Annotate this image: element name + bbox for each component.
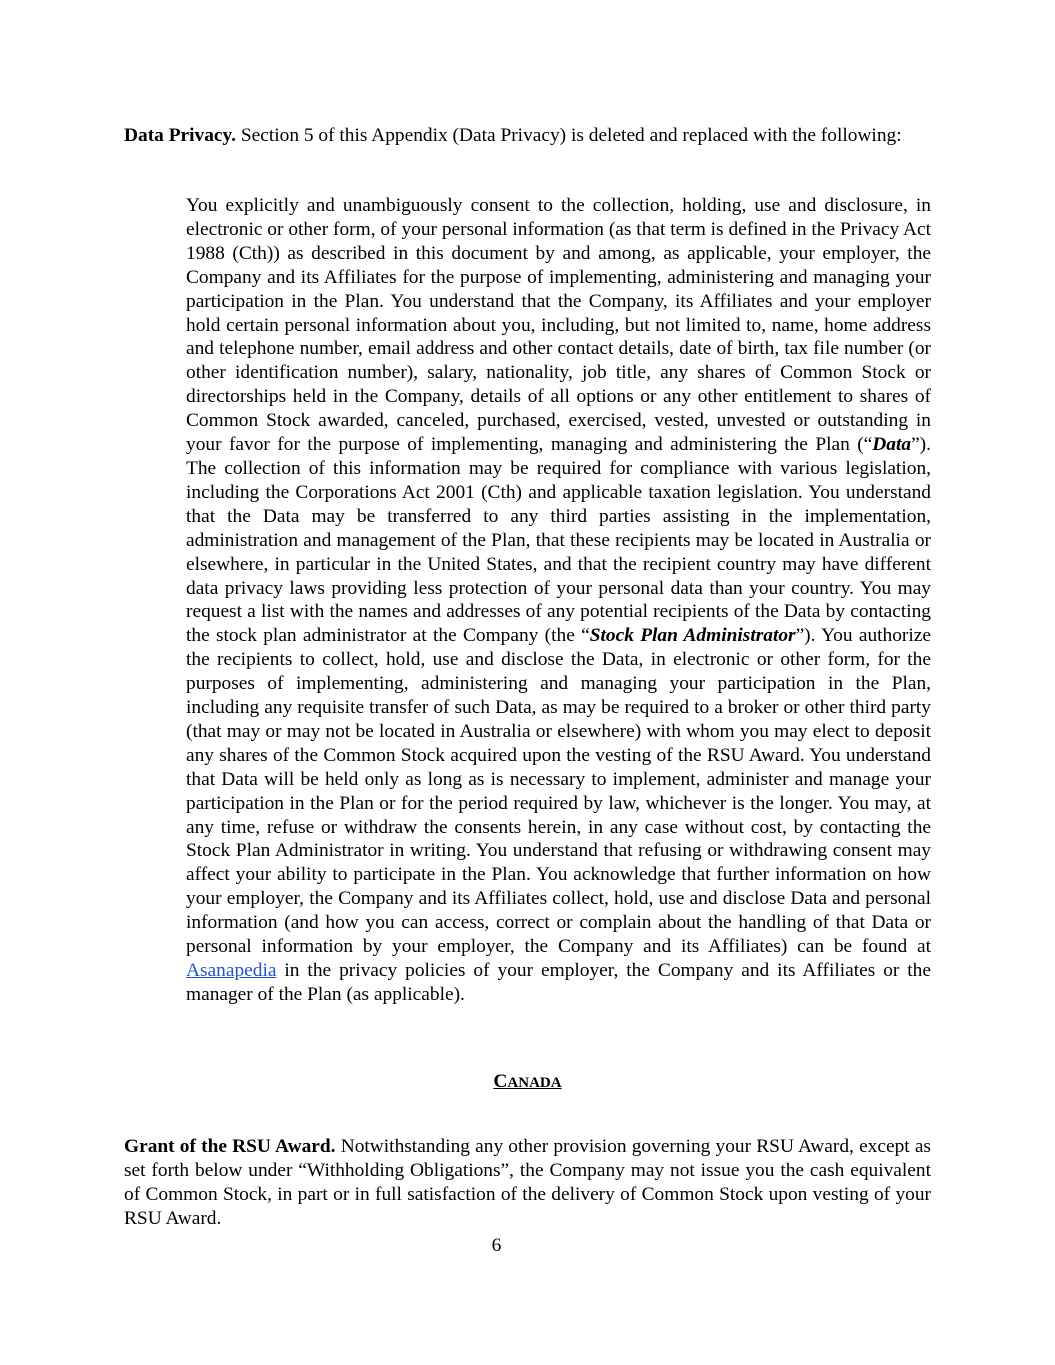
defined-term-data: Data bbox=[872, 434, 912, 456]
data-privacy-intro-text: Section 5 of this Appendix (Data Privacy) is deleted and replaced with the following: bbox=[236, 125, 902, 146]
data-privacy-body-part1: You explicitly and unambiguously consent to the collection, holding, use and disclosure, in electronic or other form, of your personal information (as that term is defined in the Privacy Act 1988 (Cth)) as described in this document by and among, as applicable, your employer, the Company and its Affiliates for the purpose of implementing, administering and managing your participation in the Plan. You understand that the Company, its Affiliates and your employer hold certain personal information about you, including, but not limited to, name, home address and telephone number, email address and other contact details, date of birth, tax file number (or other identification number), salary, nationality, job title, any shares of Common Stock or directorships held in the Company, details of all options or any other entitlement to shares of Common Stock awarded, canceled, purchased, exercised, vested, unvested or outstanding in your favor for the purpose of implementing, managing and administering the Plan (“ bbox=[186, 195, 931, 456]
page-number: 6 bbox=[491, 1235, 502, 1256]
data-privacy-body bbox=[186, 194, 931, 1007]
grant-text: Notwithstanding any other provision governing your RSU Award, except as set forth below under “Withholding Obligations”, the Company may not issue you the cash equivalent of Common Stock, in part or in full satisfaction of the delivery of Common Stock upon vesting of your RSU Award. bbox=[124, 1136, 931, 1229]
data-privacy-body-part3: ”). You authorize the recipients to collect, hold, use and disclose the Data, in electronic or other form, for the purposes of implementing, administering and managing your participation in the Plan, including any requisite transfer of such Data, as may be required to a broker or other third party (that may or may not be located in Australia or elsewhere) with whom you may elect to deposit any shares of the Common Stock acquired upon the vesting of the RSU Award. You understand that Data will be held only as long as is necessary to implement, administer and manage your participation in the Plan or for the period required by law, whichever is the longer. You may, at any time, refuse or withdraw the consents herein, in any case without cost, by contacting the Stock Plan Administrator in writing. You understand that refusing or withdrawing consent may affect your ability to participate in the Plan. You acknowledge that further information on how your employer, the Company and its Affiliates collect, hold, use and disclose Data and personal information (and how you can access, correct or complain about the handling of that Data or personal information by your employer, the Company and its Affiliates) can be found at bbox=[186, 625, 931, 958]
section-heading-rest: ANADA bbox=[507, 1075, 562, 1091]
data-privacy-intro bbox=[124, 124, 931, 148]
data-privacy-body-part4: in the privacy policies of your employer, the Company and its Affiliates or the manager of the Plan (as applicable). bbox=[186, 960, 931, 1005]
section-heading-initial: C bbox=[493, 1071, 508, 1092]
data-privacy-body-part2: ”). The collection of this information may be required for compliance with various legislation, including the Corporations Act 2001 (Cth) and applicable taxation legislation. You understand that the Data may be transferred to any third parties assisting in the implementation, administration and management of the Plan, that these recipients may be located in Australia or elsewhere, in particular in the United States, and that the recipient country may have different data privacy laws providing less protection of your personal data than your country. You may request a list with the names and addresses of any potential recipients of the Data by contacting the stock plan administrator at the Company (the “ bbox=[186, 434, 931, 647]
grant-paragraph bbox=[124, 1135, 931, 1231]
data-privacy-heading: Data Privacy. bbox=[124, 125, 237, 146]
defined-term-stock-plan-administrator: Stock Plan Administrator bbox=[589, 625, 796, 647]
section-heading-canada bbox=[124, 1070, 931, 1095]
asanapedia-link[interactable]: Asanapedia bbox=[186, 960, 277, 981]
grant-heading: Grant of the RSU Award. bbox=[124, 1136, 336, 1157]
